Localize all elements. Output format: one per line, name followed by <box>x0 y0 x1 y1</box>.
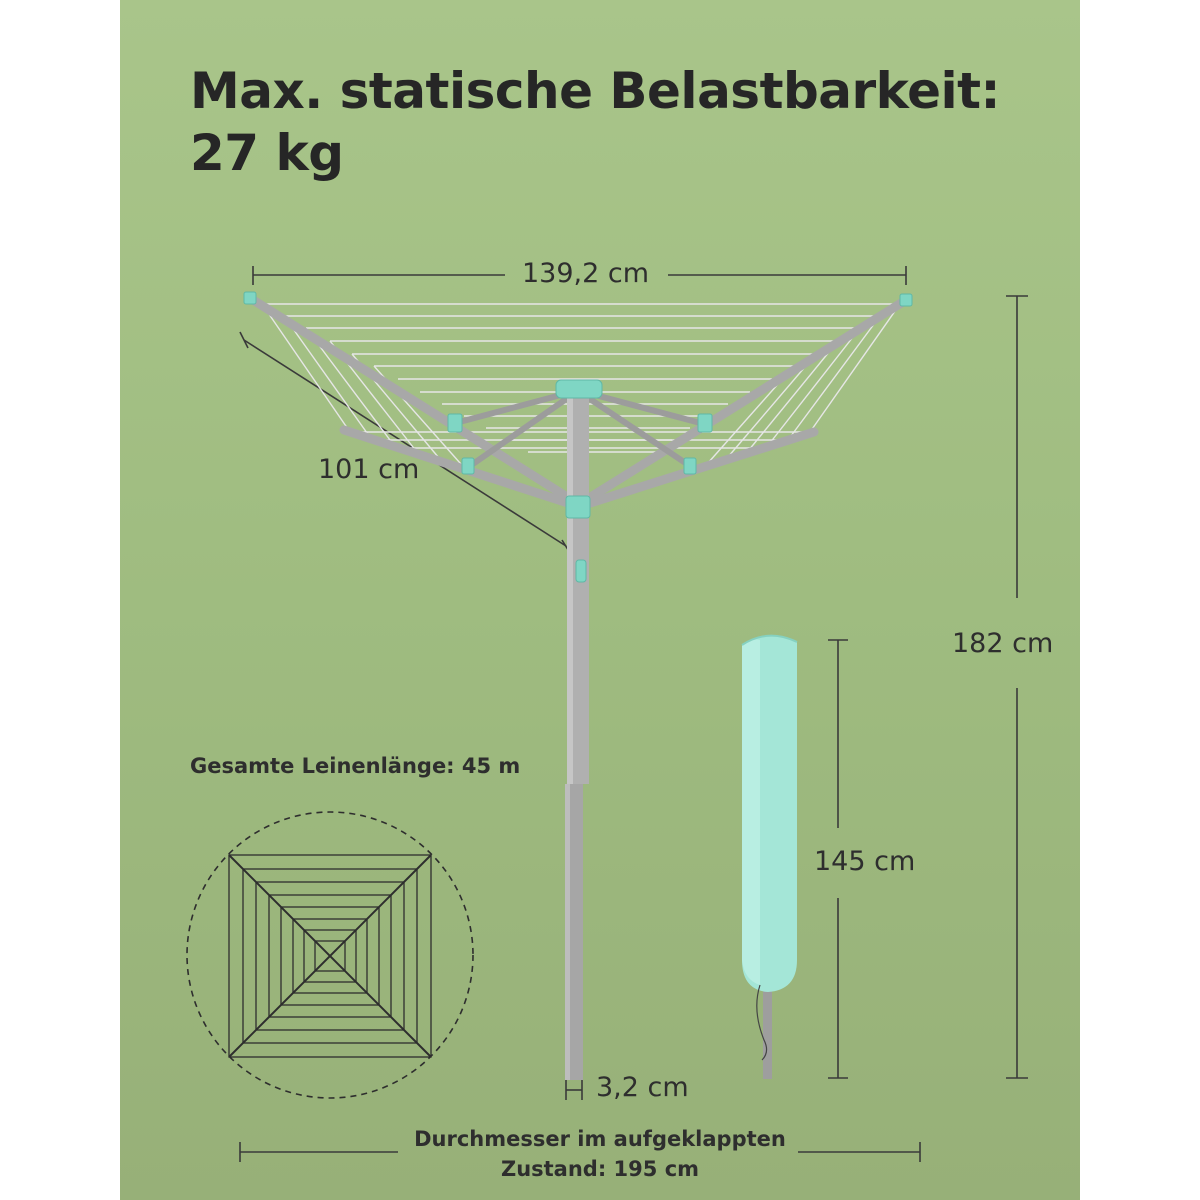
arm-length-label: 101 cm <box>318 454 420 485</box>
pole-diameter-label: 3,2 cm <box>596 1072 689 1103</box>
page-title-line-2: 27 kg <box>190 124 344 182</box>
diameter-label-line-1: Durchmesser im aufgeklappten <box>414 1127 786 1151</box>
cover-height-label: 145 cm <box>814 846 916 877</box>
line-length-label: Gesamte Leinenlänge: 45 m <box>190 754 521 778</box>
diameter-label <box>400 1124 800 1184</box>
pole-diameter-marker <box>566 1080 582 1100</box>
top-view-diagram <box>187 812 473 1098</box>
protective-cover-illustration <box>742 636 797 1079</box>
diameter-label-line-2: Zustand: 195 cm <box>500 1157 700 1181</box>
width-label: 139,2 cm <box>522 258 650 289</box>
arm-dimension-line <box>240 332 570 553</box>
height-dimension-line <box>1006 296 1028 1078</box>
page-title-line-1: Max. statische Belastbarkeit: <box>190 62 1001 120</box>
height-label: 182 cm <box>952 628 1054 659</box>
